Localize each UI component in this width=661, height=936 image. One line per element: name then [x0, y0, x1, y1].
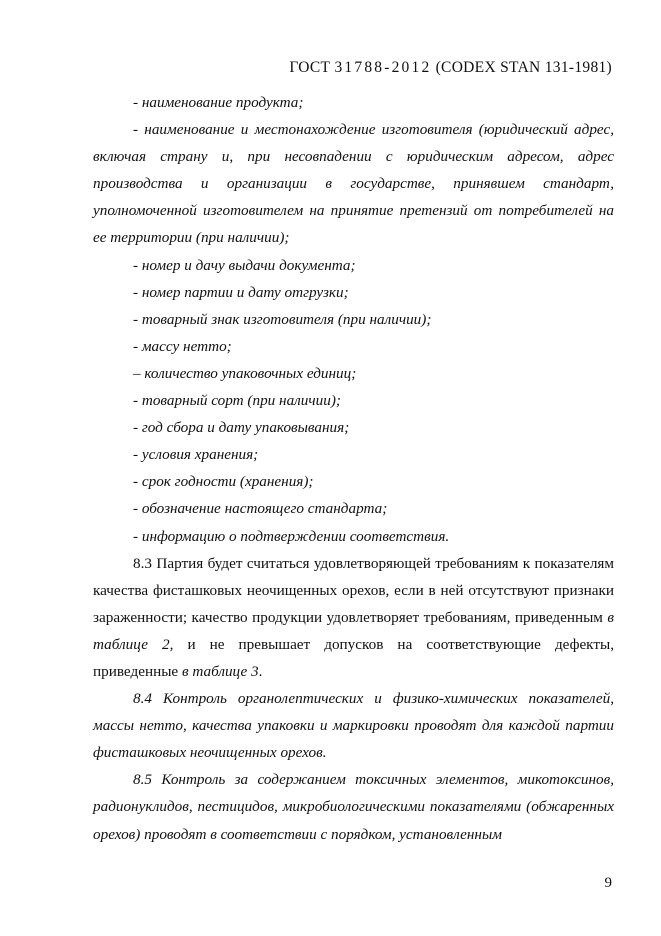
list-item-net-mass: - массу нетто;: [133, 337, 232, 355]
header-standard: ГОСТ: [289, 59, 331, 76]
list-item-conformity-info: - информацию о подтверждении соответствия.: [133, 527, 450, 545]
list-item-harvest-year: - год сбора и дату упаковывания;: [133, 419, 350, 437]
list-item-shelf-life: - срок годности (хранения);: [133, 473, 314, 491]
table-3-reference: в таблице 3: [181, 662, 259, 680]
page-header: [289, 59, 612, 77]
para-8-3-end: .: [258, 662, 263, 680]
document-body: [93, 89, 614, 848]
page-number: 9: [604, 875, 612, 891]
list-item-trademark: - товарный знак изготовителя (при наличии);: [133, 310, 432, 328]
paragraph-8-3: [93, 550, 614, 685]
para-8-3-text-1: 8.3 Партия будет считаться удовлетворяющей требованиям к показателям качества фисташковых неочищенных орехов, если в ней отсутствуют признаки зараженности; качество продукции удовлетворяет требованиям, приведенным: [93, 554, 614, 626]
paragraph-8-5: 8.5 Контроль за содержанием токсичных элементов, микотоксинов, радионуклидов, пестицидов, микробиологическими показателями (обжаренных орехов) проводят в соответствии с порядком, установленным: [93, 771, 614, 843]
header-number: 31788-2012: [334, 59, 432, 76]
list-item-storage-conditions: - условия хранения;: [133, 446, 259, 464]
para-8-3-text-2: и не превышает допусков на соответствующие дефекты, приведенные: [93, 635, 614, 680]
header-codex: (CODEX STAN 131-1981): [435, 59, 612, 76]
list-item-package-count: – количество упаковочных единиц;: [133, 364, 357, 382]
list-item-batch-number: - номер партии и дату отгрузки;: [133, 283, 349, 301]
list-item-document-number: - номер и дачу выдачи документа;: [133, 256, 356, 274]
list-item-product-name: - наименование продукта;: [133, 94, 304, 111]
paragraph-8-4: 8.4 Контроль органолептических и физико-химических показателей, массы нетто, качества упаковки и маркировки проводят для каждой партии фисташковых неочищенных орехов.: [93, 690, 614, 762]
list-item-manufacturer: - наименование и местонахождение изготовителя (юридический адрес, включая страну и, при несовпадении с юридическим адресом, адрес производства и организации в государстве, принявшем стандарт, уполномоченной изготовителем на принятие претензий от потребителей на ее территории (при наличии);: [93, 121, 614, 247]
list-item-standard-designation: - обозначение настоящего стандарта;: [133, 500, 388, 518]
table-2-reference: в таблице 2,: [93, 608, 614, 653]
list-item-grade: - товарный сорт (при наличии);: [133, 392, 341, 410]
